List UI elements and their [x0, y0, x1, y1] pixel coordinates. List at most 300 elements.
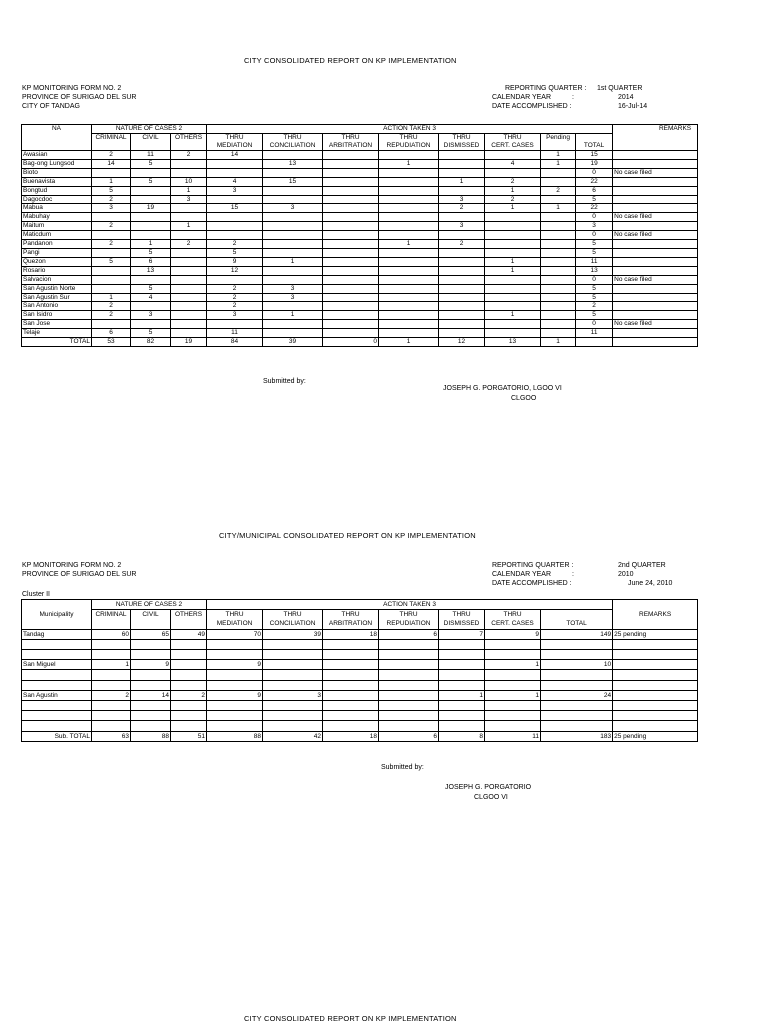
table-cell — [379, 231, 439, 240]
table-cell — [323, 159, 379, 168]
table-cell — [171, 302, 207, 311]
table-cell: 1 — [379, 159, 439, 168]
table-cell — [171, 700, 207, 710]
col-civil: CIVIL — [131, 134, 171, 151]
col-municipality: Municipality — [22, 600, 92, 630]
table-cell: 1 — [485, 690, 541, 700]
table-cell — [263, 721, 323, 731]
report1-year-colon: : — [572, 94, 574, 101]
table-cell — [613, 690, 698, 700]
table-cell — [485, 670, 541, 680]
table-cell: 14 — [207, 151, 263, 160]
col-remarks: REMARKS — [613, 125, 698, 151]
table-cell: 2 — [485, 195, 541, 204]
report1-date-value: 16-Jul-14 — [618, 103, 648, 110]
col-thru-cert-1: THRU — [485, 134, 541, 143]
table-cell — [541, 248, 576, 257]
table-cell: 3 — [263, 204, 323, 213]
col-civil-2: CIVIL — [131, 610, 171, 629]
table-cell — [207, 639, 263, 649]
table-cell: 1 — [379, 240, 439, 249]
table-cell: 2 — [485, 177, 541, 186]
table-cell: 14 — [92, 159, 131, 168]
table-cell — [263, 151, 323, 160]
table-row — [22, 650, 698, 660]
table-cell — [92, 721, 131, 731]
col-action-taken: ACTION TAKEN 3 — [207, 125, 613, 134]
report2-form-no: KP MONITORING FORM NO. 2 — [22, 562, 122, 569]
table-cell — [379, 151, 439, 160]
col2-thru-arbitration-1: THRU — [323, 610, 379, 620]
table-cell — [263, 650, 323, 660]
table-cell — [379, 204, 439, 213]
table-cell: 5 — [207, 248, 263, 257]
table-cell — [263, 168, 323, 177]
table-cell — [613, 721, 698, 731]
report2-year-colon: : — [572, 571, 574, 578]
table-cell: 9 — [207, 690, 263, 700]
table-cell: 3 — [263, 293, 323, 302]
table-cell: 60 — [92, 629, 131, 639]
table-cell: 5 — [131, 284, 171, 293]
table-cell: 2 — [171, 690, 207, 700]
table-cell: 3 — [207, 186, 263, 195]
table-cell — [439, 302, 485, 311]
table-cell — [171, 266, 207, 275]
table-cell — [323, 168, 379, 177]
table-cell: 15 — [576, 151, 613, 160]
table-cell: 84 — [207, 338, 263, 347]
row-label: Bioto — [22, 168, 92, 177]
table-cell: 22 — [576, 177, 613, 186]
table-cell — [131, 650, 171, 660]
table-cell: 3 — [263, 284, 323, 293]
table-cell: 0 — [576, 213, 613, 222]
table-cell — [485, 721, 541, 731]
table-row — [22, 222, 698, 231]
table-cell — [207, 721, 263, 731]
col-thru-cert-2: CERT. CASES — [485, 142, 541, 151]
table-cell: 6 — [92, 329, 131, 338]
table-cell: No case filed — [613, 213, 698, 222]
col-nature-of-cases-2: NATURE OF CASES 2 — [92, 600, 207, 610]
table-cell — [379, 700, 439, 710]
table-cell — [171, 680, 207, 690]
table-cell: 2 — [541, 186, 576, 195]
table-cell — [541, 266, 576, 275]
table-cell — [92, 168, 131, 177]
table-cell — [263, 670, 323, 680]
table-row — [22, 284, 698, 293]
table-cell: 70 — [207, 629, 263, 639]
table-cell: 2 — [92, 222, 131, 231]
table-cell — [171, 159, 207, 168]
table-row — [22, 302, 698, 311]
table-cell — [323, 329, 379, 338]
table-cell — [439, 186, 485, 195]
table-row — [22, 721, 698, 731]
table-cell — [131, 168, 171, 177]
report2-date-value: June 24, 2010 — [628, 580, 673, 587]
table-cell — [92, 231, 131, 240]
table-cell: 1 — [541, 151, 576, 160]
row-label: Mabua — [22, 204, 92, 213]
table-cell — [485, 231, 541, 240]
table-row — [22, 213, 698, 222]
col-criminal-2: CRIMINAL — [92, 610, 131, 629]
report2-cluster: Cluster II — [22, 591, 51, 598]
table-row — [22, 329, 698, 338]
table-cell: 0 — [576, 275, 613, 284]
table-cell — [171, 311, 207, 320]
table-cell — [613, 639, 698, 649]
table-cell — [131, 711, 171, 721]
table-cell — [263, 660, 323, 670]
total-row — [22, 731, 698, 741]
col2-thru-repudiation-2: REPUDIATION — [379, 619, 439, 629]
table-cell: 63 — [92, 731, 131, 741]
row-label: Bongtud — [22, 186, 92, 195]
table-cell — [541, 721, 613, 731]
table-cell — [541, 257, 576, 266]
col-thru-conciliation-1: THRU — [263, 134, 323, 143]
report2-table-body — [22, 629, 698, 741]
table-cell — [541, 639, 613, 649]
table-cell: 15 — [263, 177, 323, 186]
report1-signatory-title: CLGOO — [511, 395, 537, 402]
table-cell — [263, 195, 323, 204]
table-cell — [131, 231, 171, 240]
table-cell — [379, 168, 439, 177]
table-cell: 42 — [263, 731, 323, 741]
table-row — [22, 159, 698, 168]
table-cell: 9 — [207, 257, 263, 266]
col-others-2: OTHERS — [171, 610, 207, 629]
table-cell — [323, 711, 379, 721]
table-cell — [323, 284, 379, 293]
table-cell: 9 — [207, 660, 263, 670]
total-label: TOTAL — [22, 338, 92, 347]
table-cell — [576, 338, 613, 347]
table-cell: 13 — [576, 266, 613, 275]
table-cell: 5 — [576, 195, 613, 204]
report1-city: CITY OF TANDAG — [22, 103, 80, 110]
table-cell — [263, 248, 323, 257]
table-cell — [613, 660, 698, 670]
row-label: Dagocdoc — [22, 195, 92, 204]
row-label: Awasian — [22, 151, 92, 160]
table-cell: 1 — [541, 204, 576, 213]
table-cell — [485, 680, 541, 690]
table-cell — [207, 231, 263, 240]
table-cell — [485, 302, 541, 311]
table-cell — [323, 240, 379, 249]
table-cell: 13 — [263, 159, 323, 168]
table-cell — [379, 680, 439, 690]
table-cell — [439, 320, 485, 329]
table-cell — [541, 195, 576, 204]
table-cell: 1 — [541, 159, 576, 168]
table-row — [22, 231, 698, 240]
row-label — [22, 650, 92, 660]
table-cell — [263, 329, 323, 338]
table-cell: 24 — [541, 690, 613, 700]
table-cell — [439, 213, 485, 222]
report1-table — [21, 124, 698, 347]
row-label: Pandanon — [22, 240, 92, 249]
table-cell — [379, 177, 439, 186]
table-cell — [541, 700, 613, 710]
table-cell: 5 — [576, 293, 613, 302]
table-cell: No case filed — [613, 320, 698, 329]
table-row — [22, 320, 698, 329]
table-cell — [207, 195, 263, 204]
table-cell: 3 — [92, 204, 131, 213]
table-cell — [207, 650, 263, 660]
report2-submitted-by: Submitted by: — [381, 764, 424, 771]
table-cell: 82 — [131, 338, 171, 347]
col-thru-dismissed-2: DISMISSED — [439, 142, 485, 151]
table-cell — [379, 650, 439, 660]
table-cell — [439, 329, 485, 338]
table-cell — [131, 680, 171, 690]
table-cell: 2 — [171, 240, 207, 249]
row-label: Bag-ong Lungsod — [22, 159, 92, 168]
table-cell: 1 — [485, 311, 541, 320]
table-cell: 5 — [576, 311, 613, 320]
table-cell — [613, 257, 698, 266]
table-cell — [439, 231, 485, 240]
table-cell — [171, 231, 207, 240]
table-cell — [92, 284, 131, 293]
table-cell: 3 — [171, 195, 207, 204]
table-cell — [131, 302, 171, 311]
table-cell — [207, 159, 263, 168]
table-cell: 51 — [171, 731, 207, 741]
table-cell — [379, 711, 439, 721]
table-cell: 13 — [485, 338, 541, 347]
table-cell — [379, 266, 439, 275]
report1-year-value: 2014 — [618, 94, 634, 101]
table-row — [22, 311, 698, 320]
table-cell: 65 — [131, 629, 171, 639]
table-cell: 8 — [439, 731, 485, 741]
row-label: San Agustin Sur — [22, 293, 92, 302]
table-cell — [439, 159, 485, 168]
table-cell — [613, 650, 698, 660]
table-cell — [323, 257, 379, 266]
row-label — [22, 721, 92, 731]
row-label: San Miguel — [22, 660, 92, 670]
table-cell — [485, 240, 541, 249]
table-cell — [541, 320, 576, 329]
table-cell — [439, 151, 485, 160]
table-cell: 2 — [92, 151, 131, 160]
table-cell — [92, 275, 131, 284]
table-cell — [323, 248, 379, 257]
table-cell: 19 — [131, 204, 171, 213]
table-cell — [263, 222, 323, 231]
table-cell — [485, 222, 541, 231]
table-cell: 3 — [576, 222, 613, 231]
table-cell: 2 — [576, 302, 613, 311]
table-cell: 1 — [379, 338, 439, 347]
table-cell: No case filed — [613, 275, 698, 284]
table-cell — [379, 186, 439, 195]
col-thru-mediation-2: MEDIATION — [207, 142, 263, 151]
table-cell — [323, 275, 379, 284]
table-cell — [613, 248, 698, 257]
table-cell: 1 — [171, 186, 207, 195]
table-cell — [92, 320, 131, 329]
table-cell — [171, 721, 207, 731]
table-cell: 12 — [207, 266, 263, 275]
table-cell — [323, 177, 379, 186]
table-cell — [541, 231, 576, 240]
table-cell — [323, 293, 379, 302]
table-cell — [171, 711, 207, 721]
col2-thru-cert-1: THRU — [485, 610, 541, 620]
table-cell: 5 — [576, 284, 613, 293]
table-cell — [131, 186, 171, 195]
table-cell — [92, 650, 131, 660]
report1-date-label: DATE ACCOMPLISHED : — [492, 103, 572, 110]
table-cell — [439, 257, 485, 266]
table-cell — [613, 266, 698, 275]
table-cell — [92, 248, 131, 257]
table-cell — [323, 670, 379, 680]
table-cell — [613, 680, 698, 690]
table-cell — [613, 311, 698, 320]
table-cell: 2 — [207, 240, 263, 249]
row-label — [22, 700, 92, 710]
col2-thru-mediation-2: MEDIATION — [207, 619, 263, 629]
table-cell — [379, 284, 439, 293]
table-cell: 1 — [485, 266, 541, 275]
row-label: Telaje — [22, 329, 92, 338]
col2-thru-dismissed-1: THRU — [439, 610, 485, 620]
col-thru-arbitration-2: ARBITRATION — [323, 142, 379, 151]
table-cell — [485, 329, 541, 338]
col2-thru-arbitration-2: ARBITRATION — [323, 619, 379, 629]
table-cell — [379, 275, 439, 284]
table-cell — [485, 711, 541, 721]
table-cell — [171, 168, 207, 177]
table-cell: 5 — [131, 248, 171, 257]
report2-quarter-value: 2nd QUARTER — [618, 562, 666, 569]
table-cell: 49 — [171, 629, 207, 639]
table-cell — [439, 670, 485, 680]
table-cell — [379, 195, 439, 204]
table-cell — [323, 690, 379, 700]
table-row — [22, 639, 698, 649]
table-cell: 5 — [131, 159, 171, 168]
table-cell — [485, 151, 541, 160]
table-cell — [171, 284, 207, 293]
table-cell — [92, 700, 131, 710]
row-label: San Isidro — [22, 311, 92, 320]
col-na: NA — [22, 125, 92, 151]
table-cell — [263, 302, 323, 311]
table-cell — [439, 680, 485, 690]
table-cell: 6 — [576, 186, 613, 195]
row-label: San Antonio — [22, 302, 92, 311]
table-cell — [485, 650, 541, 660]
table-cell — [131, 639, 171, 649]
table-row — [22, 660, 698, 670]
table-cell — [613, 177, 698, 186]
table-cell: No case filed — [613, 168, 698, 177]
row-label: Maitum — [22, 222, 92, 231]
table-cell — [323, 222, 379, 231]
report2-title: CITY/MUNICIPAL CONSOLIDATED REPORT ON KP IMPLEMENTATION — [219, 531, 476, 540]
report1-form-no: KP MONITORING FORM NO. 2 — [22, 85, 122, 92]
table-cell — [485, 293, 541, 302]
col-thru-conciliation-2: CONCILIATION — [263, 142, 323, 151]
table-cell — [541, 168, 576, 177]
table-cell: 1 — [485, 186, 541, 195]
table-cell — [541, 311, 576, 320]
table-cell — [541, 650, 613, 660]
table-cell — [131, 195, 171, 204]
table-cell — [541, 284, 576, 293]
table-cell: 6 — [131, 257, 171, 266]
table-cell — [439, 639, 485, 649]
table-cell: 11 — [207, 329, 263, 338]
table-cell — [263, 711, 323, 721]
table-cell: 3 — [207, 311, 263, 320]
table-cell — [485, 248, 541, 257]
table-cell — [439, 311, 485, 320]
table-cell: 6 — [379, 629, 439, 639]
table-cell: 183 — [541, 731, 613, 741]
row-label: Pangi — [22, 248, 92, 257]
table-cell — [541, 680, 613, 690]
table-cell: 19 — [576, 159, 613, 168]
table-row — [22, 240, 698, 249]
table-cell: 0 — [576, 231, 613, 240]
table-cell — [323, 186, 379, 195]
table-cell — [92, 213, 131, 222]
table-cell — [485, 213, 541, 222]
table-cell: 10 — [171, 177, 207, 186]
row-label: Salvacion — [22, 275, 92, 284]
table-cell: 10 — [541, 660, 613, 670]
table-cell: 2 — [439, 204, 485, 213]
table-cell — [263, 680, 323, 690]
table-row — [22, 293, 698, 302]
table-cell: 9 — [131, 660, 171, 670]
table-cell — [439, 293, 485, 302]
table-cell — [131, 670, 171, 680]
table-cell — [263, 639, 323, 649]
table-cell — [171, 293, 207, 302]
table-cell — [92, 266, 131, 275]
table-cell: 53 — [92, 338, 131, 347]
table-cell — [379, 222, 439, 231]
table-cell: 4 — [207, 177, 263, 186]
table-cell — [171, 660, 207, 670]
table-cell — [263, 231, 323, 240]
table-cell: 3 — [263, 690, 323, 700]
report1-year-label: CALENDAR YEAR — [492, 94, 552, 101]
table-cell — [613, 240, 698, 249]
table-cell: 25 pending — [613, 629, 698, 639]
table-cell: 18 — [323, 629, 379, 639]
table-cell — [323, 213, 379, 222]
col2-thru-repudiation-1: THRU — [379, 610, 439, 620]
table-cell — [92, 639, 131, 649]
